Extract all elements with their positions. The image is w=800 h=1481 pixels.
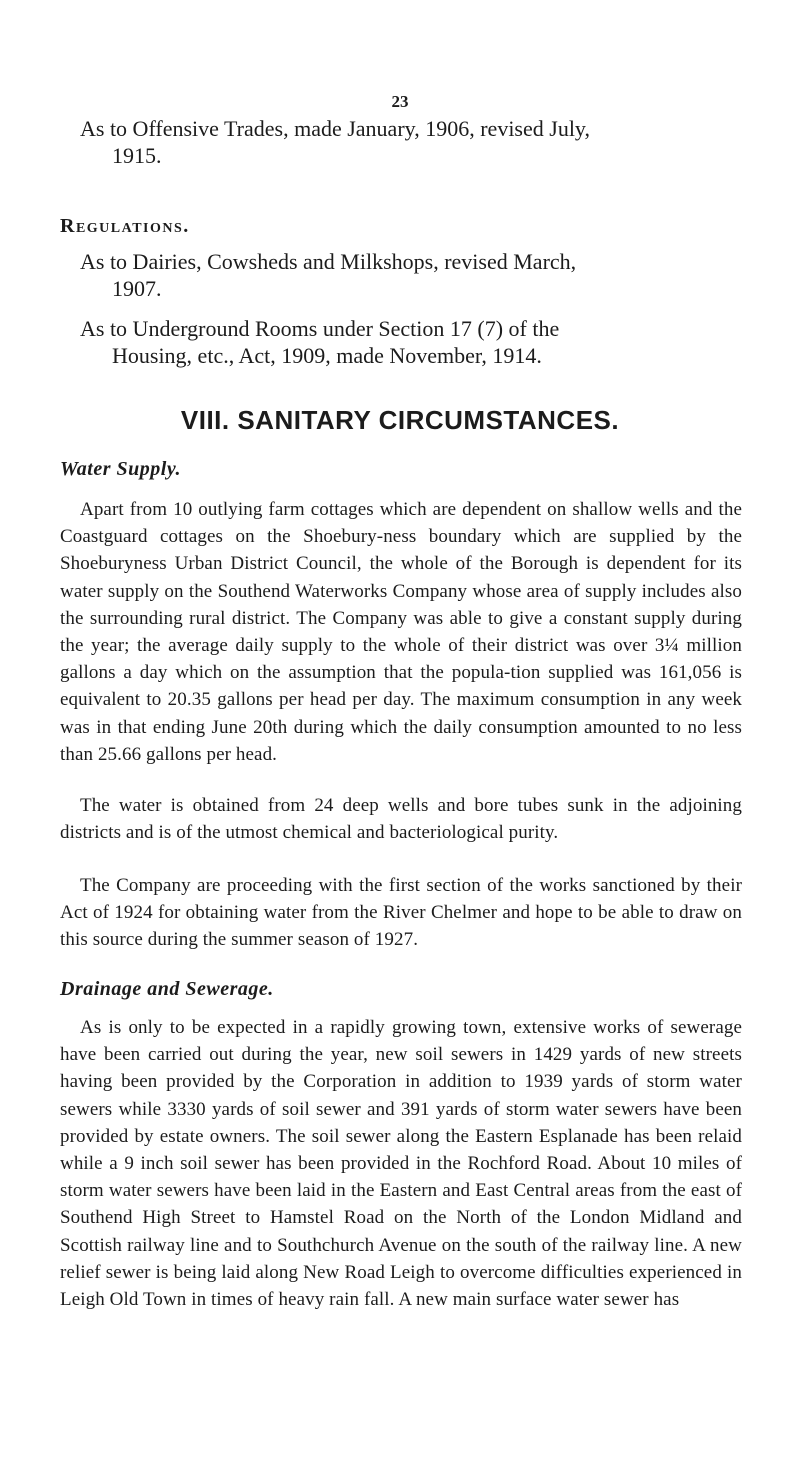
entry-continuation: Housing, etc., Act, 1909, made November, 1914. — [112, 343, 542, 368]
dairies-entry — [80, 248, 710, 302]
water-supply-heading: Water Supply. — [60, 458, 181, 480]
entry-line: As to Underground Rooms under Section 17 (7) of the — [80, 316, 560, 341]
water-source-paragraph: The water is obtained from 24 deep wells and bore tubes sunk in the adjoining districts and is of the utmost chemical and bacteriological purity. — [60, 795, 742, 844]
page-number: 23 — [391, 92, 409, 111]
entry-line: As to Offensive Trades, made January, 1906, revised July, — [80, 116, 590, 141]
river-chelmer-paragraph: The Company are proceeding with the first section of the works sanctioned by their Act of 1924 for obtaining water from the River Chelmer and hope to be able to draw on this source during the summer season of 1927. — [60, 875, 742, 951]
regulations-heading: Regulations. — [60, 215, 190, 237]
water-supply-paragraph: Apart from 10 outlying farm cottages which are dependent on shallow wells and the Coastguard cottages on the Shoebury-ness boundary which are supplied by the Shoeburyness Urban District Council, the whole of the Borough is dependent for its water supply on the Southend Waterworks Company whose area of supply includes also the surrounding rural district. The Company was able to give a constant supply during the year; the average daily supply to the whole of their district was over 3¼ million gallons a day which on the assumption that the popula-tion supplied was 161,056 is equivalent to 20.35 gallons per head per day. The maximum consumption in any week was in that ending June 20th during which the daily consumption amounted to no less than 25.66 gallons per head. — [60, 499, 742, 765]
offensive-trades-entry — [80, 115, 710, 169]
drainage-heading: Drainage and Sewerage. — [60, 978, 274, 1000]
entry-continuation: 1915. — [112, 143, 162, 168]
underground-rooms-entry — [80, 315, 710, 369]
entry-line: As to Dairies, Cowsheds and Milkshops, revised March, — [80, 249, 577, 274]
entry-continuation: 1907. — [112, 276, 162, 301]
drainage-paragraph: As is only to be expected in a rapidly growing town, extensive works of sewerage have been carried out during the year, new soil sewers in 1429 yards of new streets having been provided by the Corporation in addition to 1939 yards of storm water sewers while 3330 yards of soil sewer and 391 yards of storm water sewers have been provided by estate owners. The soil sewer along the Eastern Esplanade has been relaid while a 9 inch soil sewer has been provided in the Rochford Road. About 10 miles of storm water sewers have been laid in the Eastern and East Central areas from the east of Southend High Street to Hamstel Road on the North of the London Midland and Scottish railway line and to Southchurch Avenue on the south of the railway line. A new relief sewer is being laid along New Road Leigh to overcome difficulties experienced in Leigh Old Town in times of heavy rain fall. A new main surface water sewer has — [60, 1017, 742, 1311]
section-title: VIII. SANITARY CIRCUMSTANCES. — [180, 405, 620, 435]
